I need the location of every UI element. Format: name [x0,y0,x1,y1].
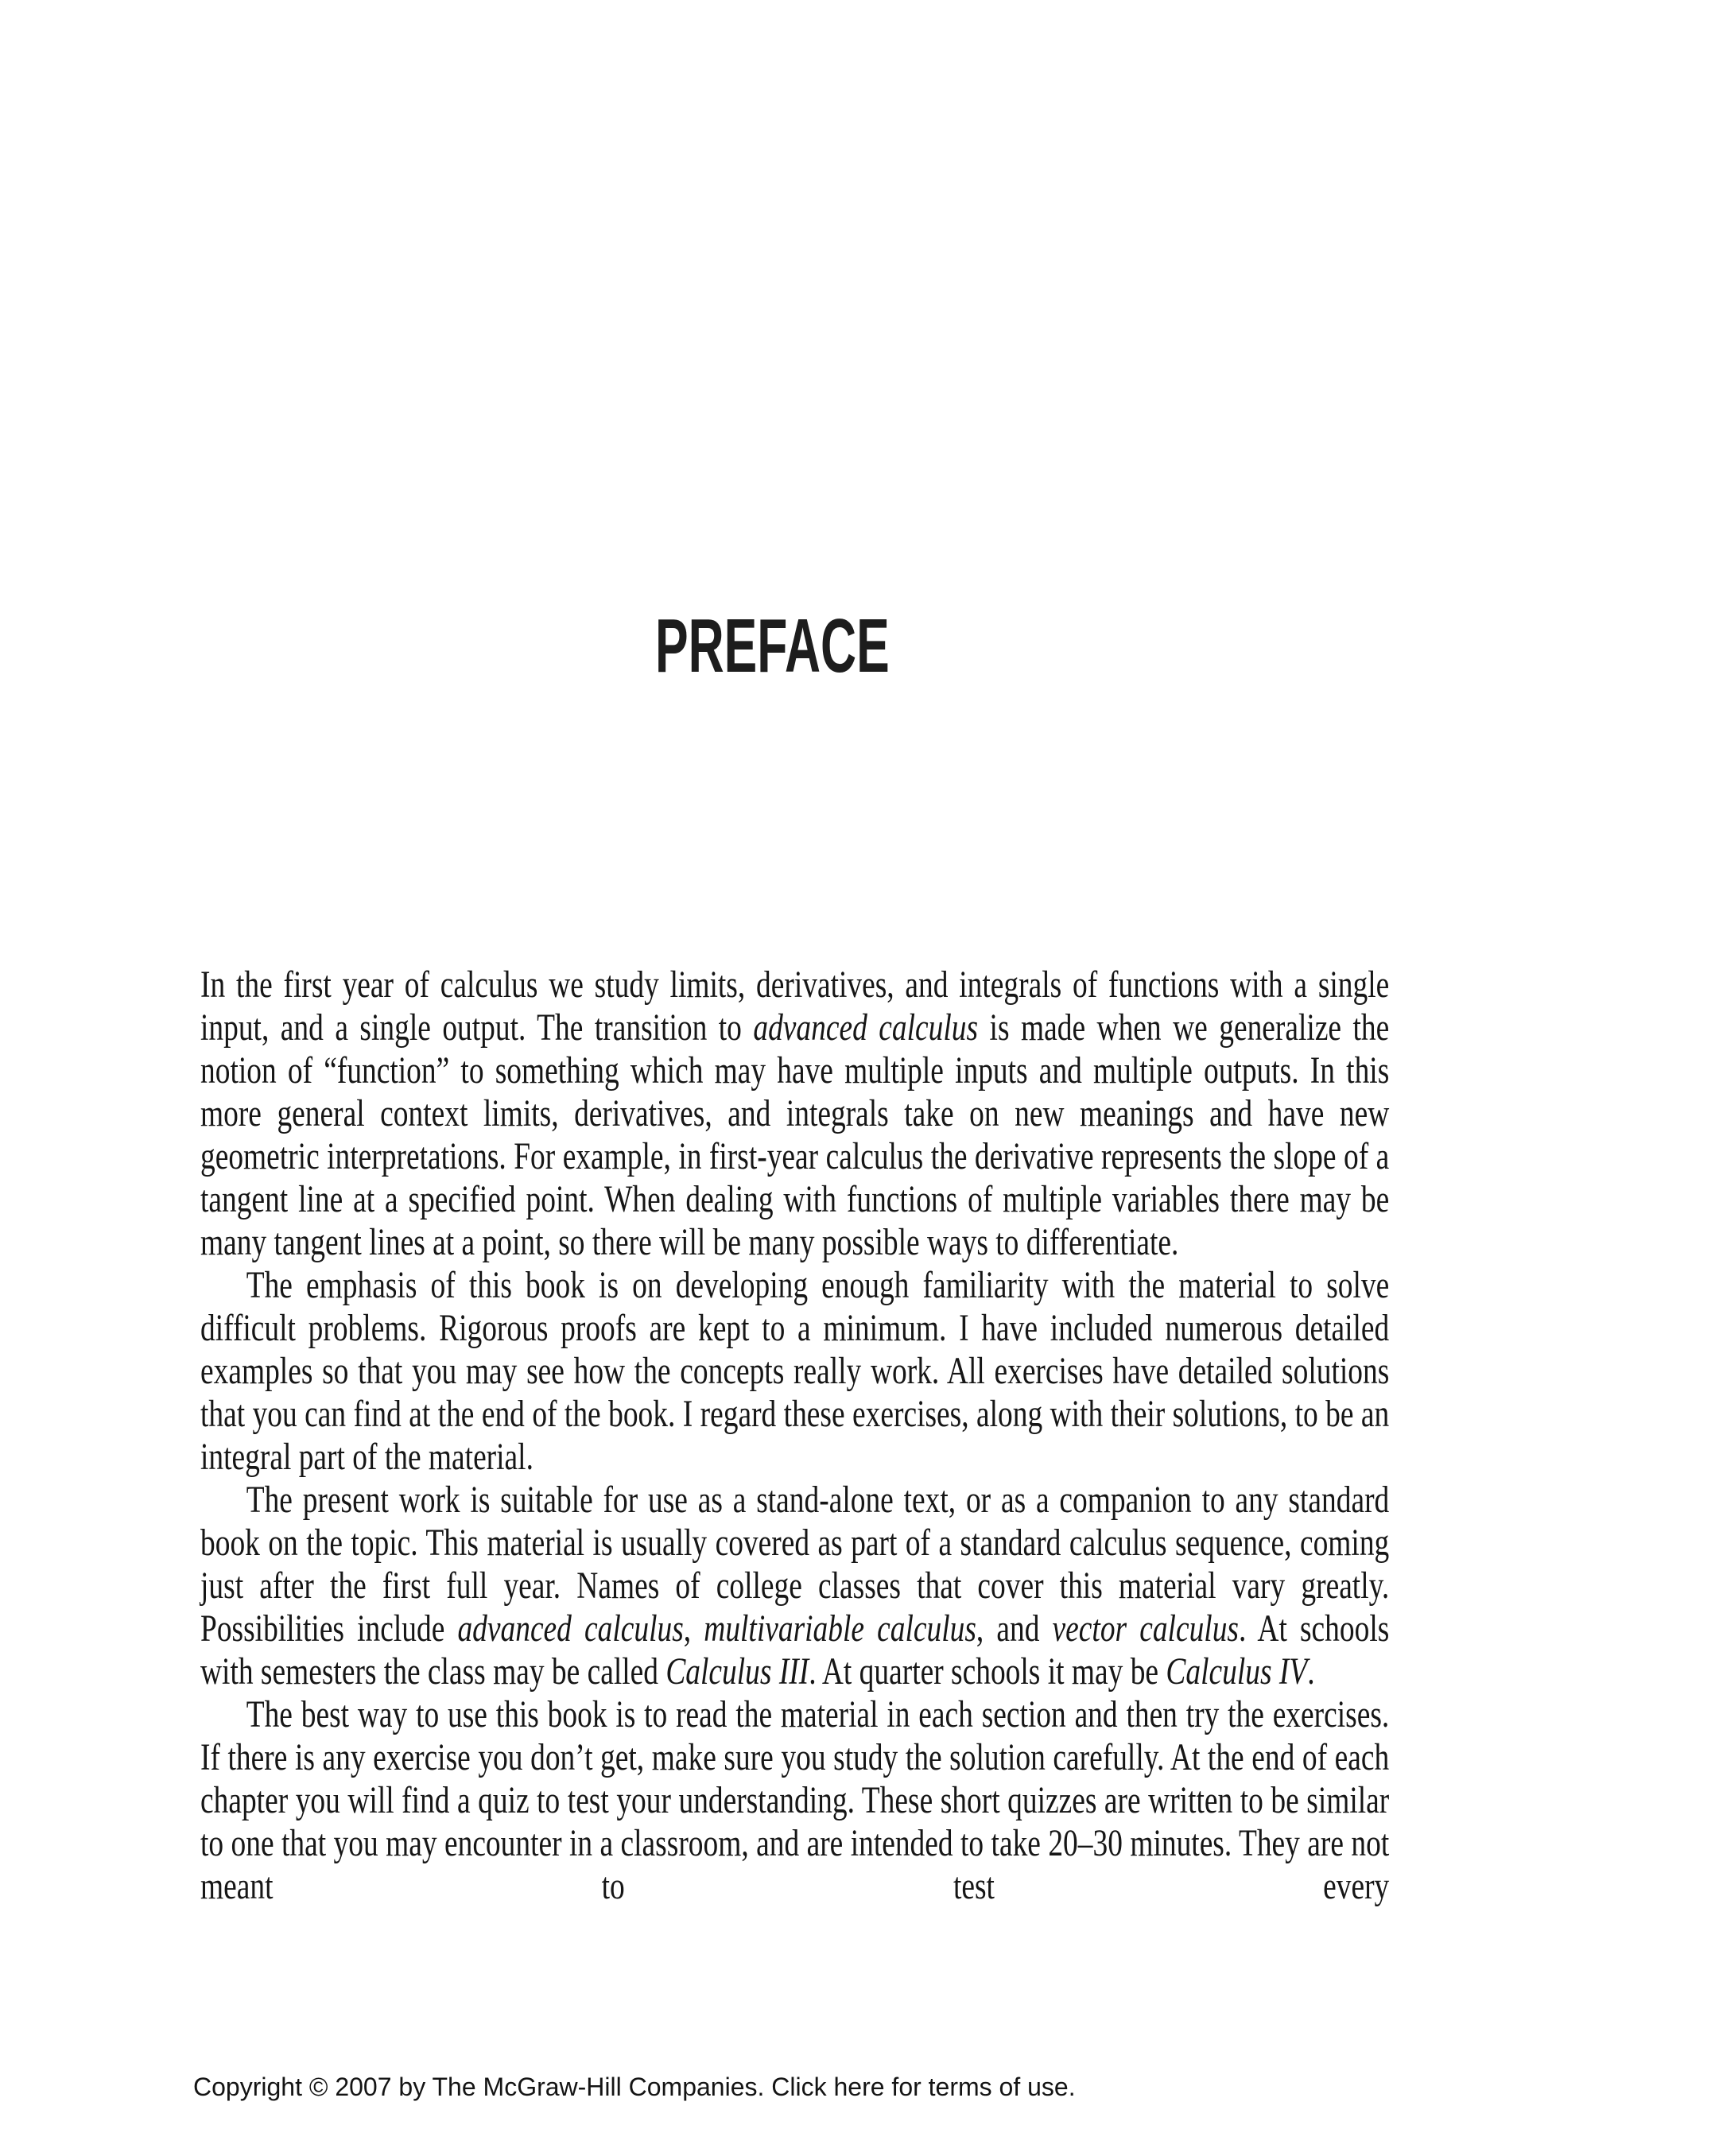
italic-term: Calculus IV [1166,1650,1308,1693]
text-run: . [1307,1650,1315,1693]
paragraph [200,1479,1389,1693]
terms-of-use-link[interactable]: Click here [771,2073,885,2101]
page-title: PREFACE [655,603,890,688]
text-run: The best way to use this book is to read the material in each section and then try the exercises. If there is any exercise you don’t get, make sure you study the solution carefully. At the end of each chapter you will find a quiz to test your understanding. These short quizzes are written to be similar to one that you may encounter in a classroom, and are intended to take 20–30 minutes. They are not meant to test every [200,1693,1390,1907]
text-run: The present work is suitable for use as a stand-alone text, or as a companion to any standard book on the topic. This material is usually covered as part of a standard calculus sequence, coming just after the first full year. Names of college classes that cover this material vary greatly. Possibilities include [200,1479,1390,1650]
text-run: , and [976,1607,1053,1650]
copyright-text-suffix: for terms of use. [884,2073,1076,2101]
text-run: is made when we generalize the notion of “function” to something which may have multiple inputs and multiple outputs. In this more general context limits, derivatives, and integrals take on new meanings and have new geometric interpretations. For example, in first-year calculus the derivative represents the slope of a tangent line at a specified point. When dealing with functions of multiple variables there may be many tangent lines at a point, so there will be many possible ways to differentiate. [200,1006,1390,1263]
text-run: In the first year of calculus we study limits, derivatives, and integrals of functions with a single input, and a single output. The transition to [200,964,1390,1049]
text-run: . At schools with semesters the class may be called [200,1607,1390,1693]
italic-term: advanced calculus [457,1607,684,1650]
italic-term: multivariable calculus [704,1607,976,1650]
copyright-line [193,2071,1076,2103]
text-run: The emphasis of this book is on developing enough familiarity with the material to solve difficult problems. Rigorous proofs are kept to a minimum. I have included numerous detailed examples so that you may see how the concepts really work. All exercises have detailed solutions that you can find at the end of the book. I regard these exercises, along with their solutions, to be an integral part of the material. [200,1264,1390,1478]
italic-term: vector calculus [1052,1607,1240,1650]
text-run: . At quarter schools it may be [809,1650,1166,1693]
preface-body [200,964,1389,1908]
paragraph [200,1264,1389,1479]
paragraph [200,964,1389,1264]
italic-term: advanced calculus [753,1006,979,1049]
italic-term: Calculus III [665,1650,809,1693]
copyright-text-prefix: Copyright © 2007 by The McGraw-Hill Companies. [193,2073,772,2101]
paragraph [200,1693,1389,1908]
text-run: , [683,1607,704,1650]
